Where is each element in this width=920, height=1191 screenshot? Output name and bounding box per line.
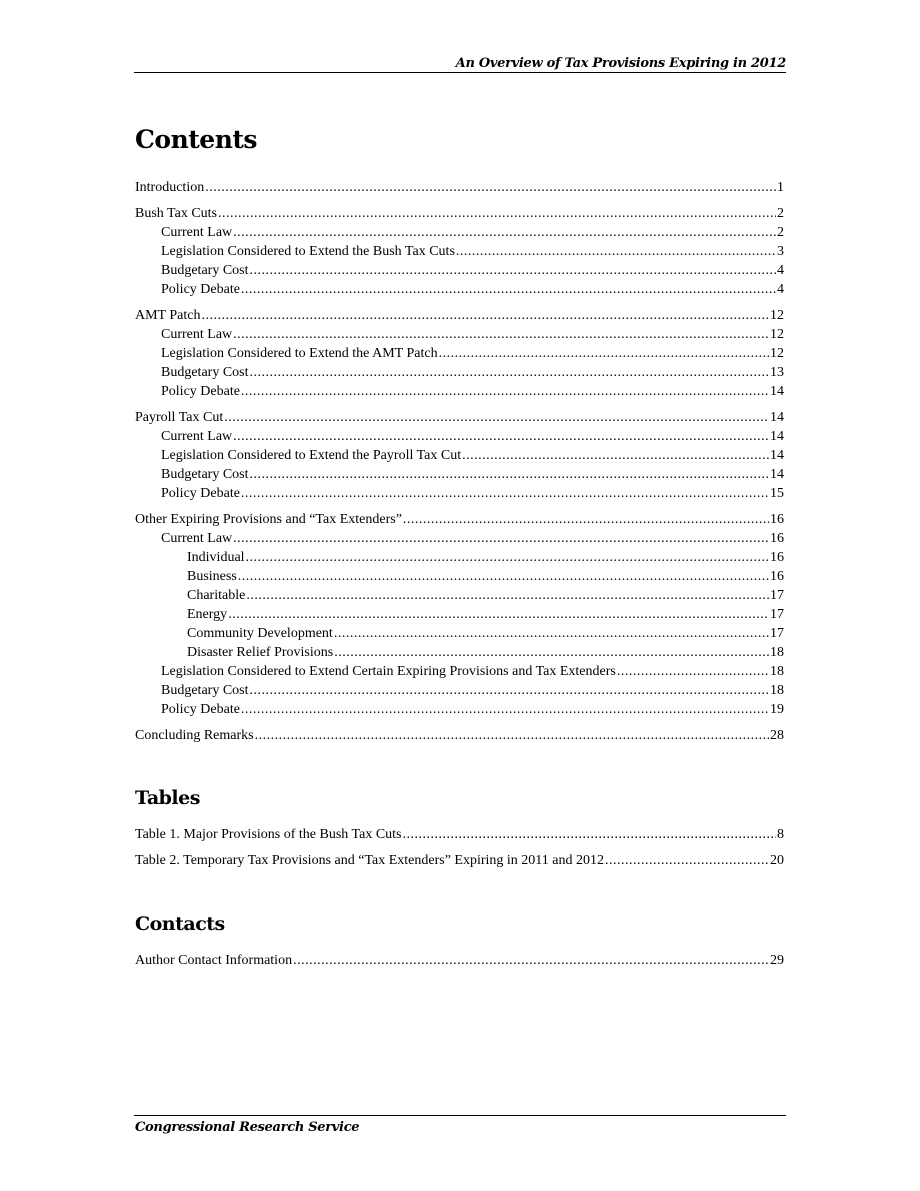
toc-entry-label: Introduction xyxy=(135,180,205,195)
toc-entry[interactable] xyxy=(135,624,784,643)
contents-list xyxy=(135,178,784,745)
toc-entry-page: 16 xyxy=(770,512,784,527)
toc-entry-label: Payroll Tax Cut xyxy=(135,410,224,425)
toc-dot-leader xyxy=(293,951,769,970)
toc-entry[interactable] xyxy=(135,700,784,719)
toc-dot-leader xyxy=(403,825,777,844)
toc-entry-label: Current Law xyxy=(161,531,233,546)
toc-entry-page: 16 xyxy=(770,531,784,546)
toc-dot-leader xyxy=(334,624,769,643)
toc-dot-leader xyxy=(233,223,776,242)
toc-entry[interactable] xyxy=(135,223,784,242)
toc-entry[interactable] xyxy=(135,427,784,446)
toc-dot-leader xyxy=(224,408,769,427)
toc-entry-page: 4 xyxy=(777,263,784,278)
toc-entry-label: Bush Tax Cuts xyxy=(135,206,217,221)
toc-dot-leader xyxy=(205,178,776,197)
toc-entry-label: Policy Debate xyxy=(161,486,240,501)
toc-entry-page: 13 xyxy=(770,365,784,380)
toc-entry-page: 12 xyxy=(770,327,784,342)
toc-entry-label: Policy Debate xyxy=(161,384,240,399)
toc-entry-page: 18 xyxy=(770,645,784,660)
toc-dot-leader xyxy=(233,529,769,548)
toc-entry[interactable] xyxy=(135,643,784,662)
toc-dot-leader xyxy=(462,446,769,465)
toc-entry[interactable] xyxy=(135,382,784,401)
toc-entry[interactable] xyxy=(135,529,784,548)
toc-entry[interactable] xyxy=(135,204,784,223)
contacts-list xyxy=(135,951,784,970)
running-header xyxy=(134,56,786,73)
toc-entry-page: 18 xyxy=(770,664,784,679)
toc-entry-label: Budgetary Cost xyxy=(161,365,249,380)
toc-entry-page: 14 xyxy=(770,384,784,399)
toc-entry-label: Individual xyxy=(187,550,245,565)
toc-entry[interactable] xyxy=(135,344,784,363)
toc-entry-page: 20 xyxy=(770,853,784,868)
toc-entry-label: Table 2. Temporary Tax Provisions and “Tax Extenders” Expiring in 2011 and 2012 xyxy=(135,853,604,868)
toc-entry-page: 14 xyxy=(770,467,784,482)
contacts-heading: Contacts xyxy=(135,913,225,935)
toc-dot-leader xyxy=(334,643,769,662)
toc-entry[interactable] xyxy=(135,242,784,261)
toc-entry-label: Budgetary Cost xyxy=(161,683,249,698)
toc-entry-page: 17 xyxy=(770,588,784,603)
toc-entry-label: AMT Patch xyxy=(135,308,201,323)
toc-dot-leader xyxy=(255,726,769,745)
toc-entry-label: Concluding Remarks xyxy=(135,728,254,743)
toc-entry-label: Current Law xyxy=(161,429,233,444)
toc-entry-page: 29 xyxy=(770,953,784,968)
toc-dot-leader xyxy=(218,204,776,223)
toc-entry-page: 1 xyxy=(777,180,784,195)
toc-entry-label: Current Law xyxy=(161,225,233,240)
footer-publisher: Congressional Research Service xyxy=(135,1120,360,1135)
toc-dot-leader xyxy=(241,700,769,719)
toc-dot-leader xyxy=(250,681,770,700)
toc-dot-leader xyxy=(250,363,770,382)
toc-entry-label: Author Contact Information xyxy=(135,953,293,968)
toc-dot-leader xyxy=(250,261,777,280)
toc-entry[interactable] xyxy=(135,662,784,681)
toc-entry-page: 2 xyxy=(777,206,784,221)
toc-entry[interactable] xyxy=(135,408,784,427)
toc-dot-leader xyxy=(241,382,769,401)
toc-entry[interactable] xyxy=(135,851,784,870)
toc-entry-page: 2 xyxy=(777,225,784,240)
toc-entry-page: 14 xyxy=(770,429,784,444)
toc-dot-leader xyxy=(246,586,769,605)
tables-list xyxy=(135,825,784,870)
toc-entry[interactable] xyxy=(135,261,784,280)
toc-entry-page: 17 xyxy=(770,607,784,622)
toc-entry-label: Disaster Relief Provisions xyxy=(187,645,334,660)
toc-entry-page: 12 xyxy=(770,346,784,361)
toc-entry-label: Policy Debate xyxy=(161,282,240,297)
toc-entry[interactable] xyxy=(135,306,784,325)
toc-entry-page: 12 xyxy=(770,308,784,323)
toc-entry-label: Budgetary Cost xyxy=(161,263,249,278)
toc-entry-page: 8 xyxy=(777,827,784,842)
toc-dot-leader xyxy=(238,567,769,586)
toc-entry[interactable] xyxy=(135,681,784,700)
toc-dot-leader xyxy=(201,306,769,325)
tables-heading: Tables xyxy=(135,787,200,809)
toc-entry-label: Business xyxy=(187,569,237,584)
toc-entry-label: Table 1. Major Provisions of the Bush Tax Cuts xyxy=(135,827,402,842)
toc-entry[interactable] xyxy=(135,825,784,844)
toc-entry-page: 19 xyxy=(770,702,784,717)
toc-dot-leader xyxy=(617,662,769,681)
toc-entry-page: 14 xyxy=(770,410,784,425)
toc-dot-leader xyxy=(246,548,769,567)
toc-dot-leader xyxy=(250,465,770,484)
toc-dot-leader xyxy=(439,344,769,363)
toc-dot-leader xyxy=(228,605,769,624)
toc-entry-page: 16 xyxy=(770,550,784,565)
toc-dot-leader xyxy=(241,280,776,299)
contents-heading: Contents xyxy=(135,125,258,154)
footer-rule xyxy=(134,1115,786,1116)
toc-entry-page: 4 xyxy=(777,282,784,297)
toc-entry[interactable] xyxy=(135,548,784,567)
toc-entry-page: 16 xyxy=(770,569,784,584)
toc-dot-leader xyxy=(605,851,769,870)
toc-entry-page: 18 xyxy=(770,683,784,698)
toc-entry-label: Legislation Considered to Extend the Bush Tax Cuts xyxy=(161,244,455,259)
toc-entry-label: Charitable xyxy=(187,588,246,603)
toc-entry[interactable] xyxy=(135,567,784,586)
toc-entry-label: Other Expiring Provisions and “Tax Extenders” xyxy=(135,512,402,527)
running-header-title: An Overview of Tax Provisions Expiring in 2012 xyxy=(455,56,786,71)
toc-entry[interactable] xyxy=(135,484,784,503)
toc-entry-label: Community Development xyxy=(187,626,333,641)
toc-entry-page: 15 xyxy=(770,486,784,501)
toc-entry[interactable] xyxy=(135,325,784,344)
toc-entry-page: 17 xyxy=(770,626,784,641)
toc-dot-leader xyxy=(233,427,769,446)
toc-dot-leader xyxy=(233,325,769,344)
toc-entry[interactable] xyxy=(135,363,784,382)
toc-entry[interactable] xyxy=(135,465,784,484)
toc-entry[interactable] xyxy=(135,586,784,605)
toc-entry[interactable] xyxy=(135,280,784,299)
toc-entry[interactable] xyxy=(135,510,784,529)
toc-dot-leader xyxy=(241,484,769,503)
toc-entry[interactable] xyxy=(135,605,784,624)
toc-entry-label: Legislation Considered to Extend the Payroll Tax Cut xyxy=(161,448,462,463)
toc-dot-leader xyxy=(456,242,776,261)
toc-entry-label: Policy Debate xyxy=(161,702,240,717)
toc-entry-label: Current Law xyxy=(161,327,233,342)
toc-entry-label: Legislation Considered to Extend the AMT Patch xyxy=(161,346,438,361)
toc-entry-page: 28 xyxy=(770,728,784,743)
toc-entry-page: 3 xyxy=(777,244,784,259)
toc-entry[interactable] xyxy=(135,726,784,745)
toc-entry-label: Legislation Considered to Extend Certain Expiring Provisions and Tax Extenders xyxy=(161,664,616,679)
toc-entry[interactable] xyxy=(135,446,784,465)
toc-entry[interactable] xyxy=(135,178,784,197)
toc-entry-label: Budgetary Cost xyxy=(161,467,249,482)
toc-entry[interactable] xyxy=(135,951,784,970)
toc-entry-label: Energy xyxy=(187,607,228,622)
toc-entry-page: 14 xyxy=(770,448,784,463)
toc-dot-leader xyxy=(403,510,769,529)
